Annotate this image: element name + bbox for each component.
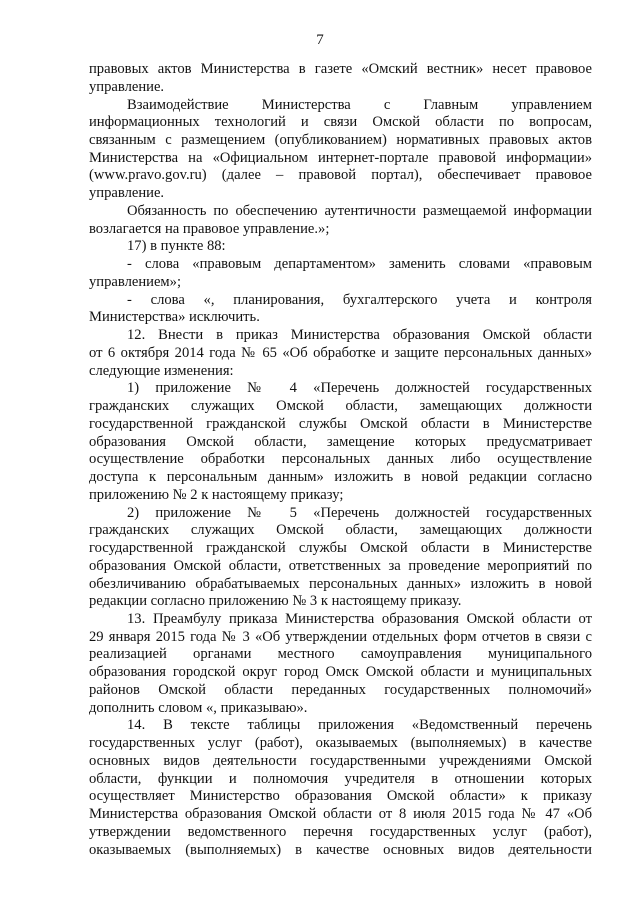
text-line: управлением»; [89,273,182,290]
text-line: государственной гражданской службы Омской области в Министерстве [89,415,592,432]
text-line: государственных услуг (работ), оказываемых (выполняемых) в качестве [89,735,592,752]
page-number: 7 [316,32,324,48]
text-line: следующие изменения: [89,362,234,379]
text-line: гражданских служащих Омской области, замещающих должности [89,398,592,415]
text-line: основных видов деятельности государственными учреждениями Омской [89,752,592,769]
text-line: возлагается на правовое управление.»; [89,220,330,237]
text-line: - слова «, планирования, бухгалтерского учета и контроля [127,291,592,308]
text-line: Министерства» исключить. [89,309,260,326]
text-line: образования городской округ город Омск Омской области и муниципальных [89,664,592,681]
text-line: информационных технологий и связи Омской области по вопросам, [89,114,592,131]
text-line: доступа к персональным данным» изложить в новой редакции согласно [89,469,592,485]
text-line: обезличиванию обрабатываемых персональных данных» изложить в новой [89,575,592,592]
text-line: Взаимодействие Министерства с Главным управлением [127,96,592,113]
text-line: Обязанность по обеспечению аутентичности размещаемой информации [127,202,592,219]
text-line: - слова «правовым департаментом» заменить словами «правовым [127,256,592,273]
text-line: осуществление обработки персональных данных либо осуществление [89,451,592,468]
text-line: гражданских служащих Омской области, замещающих должности [89,522,592,539]
text-line: (www.pravo.gov.ru) (далее – правовой портал), обеспечивает правовое [89,167,592,184]
text-line: от 6 октября 2014 года № 65 «Об обработке и защите персональных данных» [89,344,592,361]
text-line: образования Омской области, ответственных за проведение мероприятий по [89,557,592,574]
text-line: области, функции и полномочия учредителя в отношении которых [89,770,592,787]
text-line: связанным с размещением (опубликованием) нормативных правовых актов [89,132,592,148]
text-line: образования Омской области, замещение которых предусматривает [89,433,592,450]
text-line: правовых актов Министерства в газете «Омский вестник» несет правовое [89,61,592,77]
text-line: 12. Внести в приказ Министерства образования Омской области [127,327,592,344]
text-line: 14. В тексте таблицы приложения «Ведомственный перечень [127,717,592,734]
text-line: оказываемых (выполняемых) в качестве основных видов деятельности [89,841,592,858]
text-line: 1) приложение № 4 «Перечень должностей государственных [127,380,592,397]
text-line: Министерства на «Официальном интернет-портале правовой информации» [89,149,592,166]
text-line: государственной гражданской службы Омской области в Министерстве [89,540,592,556]
text-line: 29 января 2015 года № 3 «Об утверждении отдельных форм отчетов в связи с [89,628,592,645]
text-line: управление. [89,78,165,95]
text-line: осуществляет Министерство образования Омской области» к приказу [89,788,592,805]
text-line: 2) приложение № 5 «Перечень должностей государственных [127,504,592,521]
text-line: управление. [89,185,165,202]
text-line: редакции согласно приложению № 3 к настоящему приказу. [89,593,462,610]
text-line: дополнить словом «, приказываю». [89,699,308,716]
text-line: приложению № 2 к настоящему приказу; [89,486,344,503]
text-line: Министерства образования Омской области от 8 июля 2015 года № 47 «Об [89,806,592,823]
text-line: утверждении ведомственного перечня государственных услуг (работ), [89,823,592,840]
text-line: реализацией органами местного самоуправления муниципального [89,646,592,663]
text-line: районов Омской области переданных государственных полномочий» [89,681,592,698]
text-line: 13. Преамбулу приказа Министерства образования Омской области от [127,610,592,627]
text-line: 17) в пункте 88: [127,238,226,255]
